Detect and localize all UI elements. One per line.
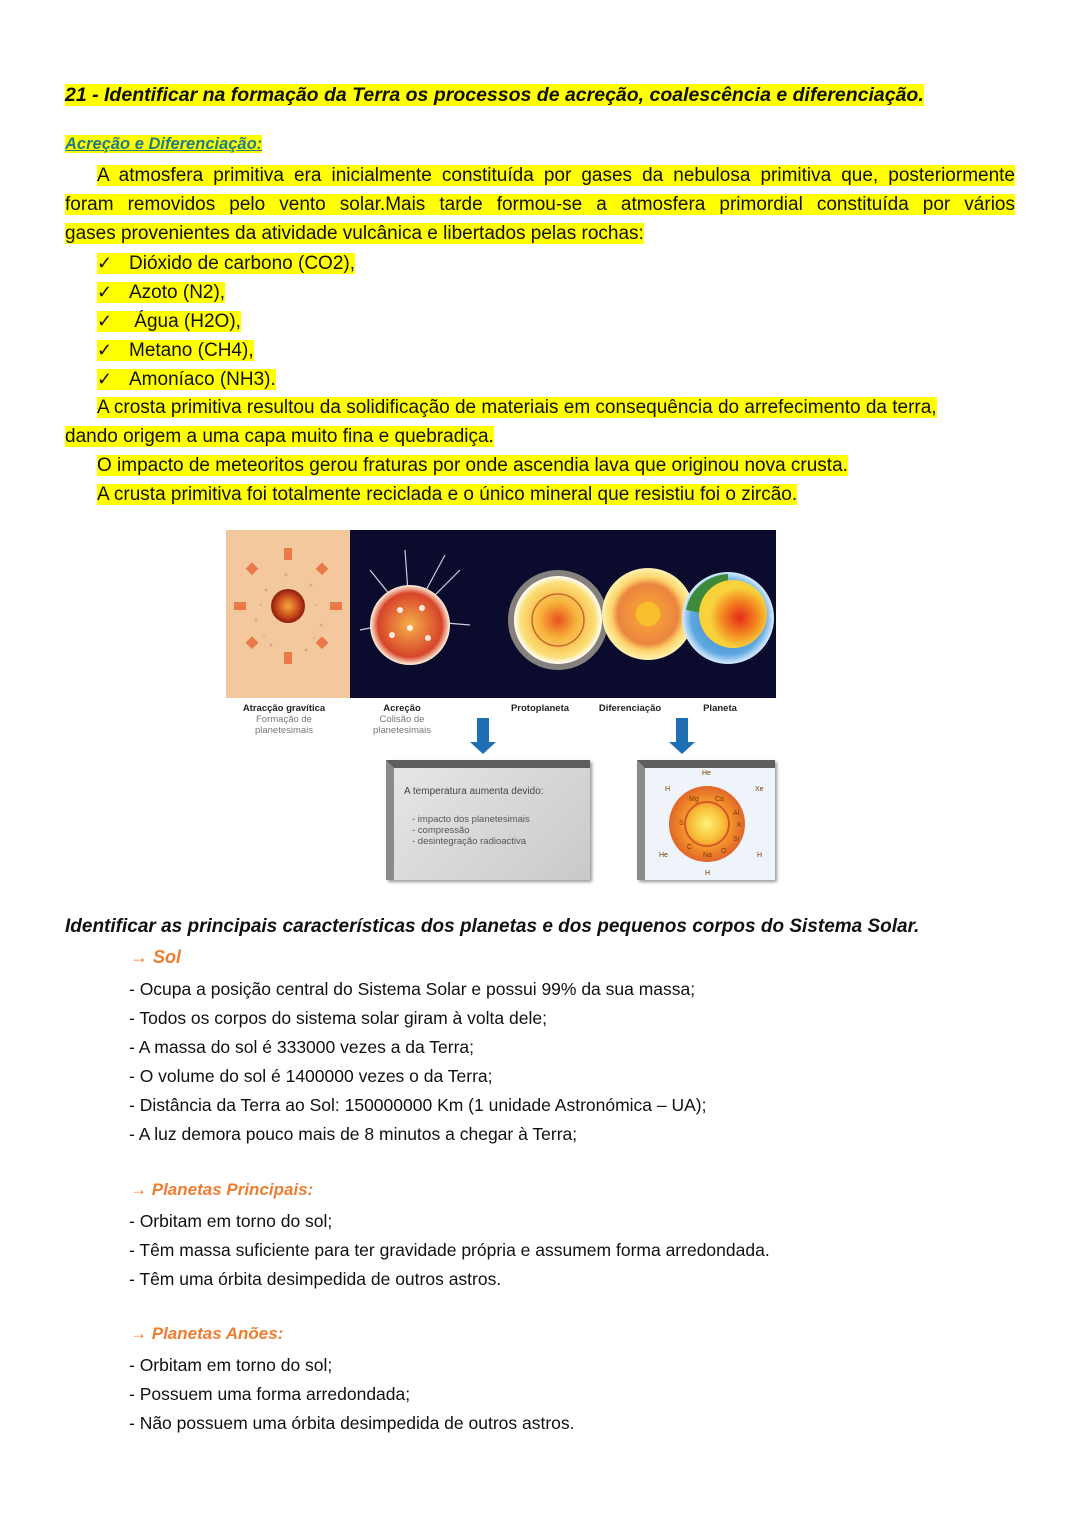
arrow-down-icon bbox=[477, 718, 489, 744]
list-item: - Têm massa suficiente para ter gravidade própria e assumem forma arredondada. bbox=[129, 1240, 770, 1260]
paragraph-line: A crosta primitiva resultou da solidificação de materiais em consequência do arrefecimento da terra, bbox=[97, 397, 937, 418]
earth-formation-figure bbox=[226, 530, 776, 698]
section-title: 21 - Identificar na formação da Terra os processos de acreção, coalescência e diferenciação. bbox=[65, 84, 924, 106]
temperature-heading: A temperatura aumenta devido: bbox=[404, 786, 544, 797]
list-item: - Têm uma órbita desimpedida de outros astros. bbox=[129, 1269, 502, 1289]
list-item: ✓ Amoníaco (NH3). bbox=[97, 366, 276, 393]
list-item: - Todos os corpos do sistema solar giram à volta dele; bbox=[129, 1008, 547, 1028]
stage-caption: Atracção gravítica Formação de planetesimais bbox=[242, 703, 326, 736]
list-item: - A luz demora pouco mais de 8 minutos a chegar à Terra; bbox=[129, 1124, 578, 1144]
paragraph-line: dando origem a uma capa muito fina e quebradiça. bbox=[65, 426, 494, 447]
group-heading-planetas-principais: → Planetas Principais: bbox=[130, 1180, 314, 1199]
temperature-causes: - impacto dos planetesimais - compressão - desintegração radioactiva bbox=[412, 814, 530, 847]
list-item: - Orbitam em torno do sol; bbox=[129, 1211, 333, 1231]
planetesimal-illustration bbox=[226, 530, 350, 698]
list-item: ✓ Água (H2O), bbox=[97, 308, 241, 335]
section-subtitle: Acreção e Diferenciação: bbox=[65, 135, 263, 153]
temperature-box bbox=[386, 760, 590, 880]
check-icon: ✓ bbox=[97, 311, 113, 331]
check-icon: ✓ bbox=[97, 253, 113, 273]
list-item: - Orbitam em torno do sol; bbox=[129, 1355, 333, 1375]
paragraph-line: A crusta primitiva foi totalmente reciclada e o único mineral que resistiu foi o zircão. bbox=[97, 484, 798, 505]
planet-elements-box: He H Xe He H H Mg Ca Al K Si O Na C S bbox=[637, 760, 775, 880]
list-item: ✓ Azoto (N2), bbox=[97, 279, 225, 306]
paragraph-line: A atmosfera primitiva era inicialmente constituída por gases da nebulosa primitiva que, posteriormente bbox=[97, 165, 1015, 186]
stage-caption: Protoplaneta bbox=[510, 703, 570, 714]
list-item: - A massa do sol é 333000 vezes a da Terra; bbox=[129, 1037, 475, 1057]
arrow-right-icon: → bbox=[130, 1180, 147, 1199]
stage-caption: Planeta bbox=[703, 703, 737, 714]
paragraph-line: gases provenientes da atividade vulcânica e libertados pelas rochas: bbox=[65, 223, 644, 244]
list-item: - Distância da Terra ao Sol: 150000000 Km (1 unidade Astronómica – UA); bbox=[129, 1095, 707, 1115]
planet-formation-illustration bbox=[350, 530, 776, 698]
stage-caption: Acreção Colisão de planetesimais bbox=[372, 703, 432, 736]
group-heading-sol: → Sol bbox=[130, 947, 182, 967]
paragraph-line: foram removidos pelo vento solar.Mais tarde formou-se a atmosfera primordial constituída por vários bbox=[65, 194, 1015, 215]
list-item: ✓ Metano (CH4), bbox=[97, 337, 254, 364]
list-item: - Não possuem uma órbita desimpedida de outros astros. bbox=[129, 1413, 575, 1433]
paragraph-line: O impacto de meteoritos gerou fraturas por onde ascendia lava que originou nova crusta. bbox=[97, 455, 848, 476]
group-heading-planetas-anoes: → Planetas Anões: bbox=[130, 1324, 284, 1343]
check-icon: ✓ bbox=[97, 340, 113, 360]
list-item: - Possuem uma forma arredondada; bbox=[129, 1384, 411, 1404]
arrow-down-icon bbox=[676, 718, 688, 744]
list-item: - Ocupa a posição central do Sistema Solar e possui 99% da sua massa; bbox=[129, 979, 696, 999]
section-title: Identificar as principais características dos planetas e dos pequenos corpos do Sistema Solar. bbox=[65, 916, 920, 937]
gravitational-attraction-panel bbox=[226, 530, 350, 698]
check-icon: ✓ bbox=[97, 369, 113, 389]
check-icon: ✓ bbox=[97, 282, 113, 302]
list-item: - O volume do sol é 1400000 vezes o da Terra; bbox=[129, 1066, 493, 1086]
space-panel bbox=[350, 530, 776, 698]
arrow-right-icon: → bbox=[130, 947, 148, 967]
differentiated-planet-diagram bbox=[645, 768, 775, 880]
stage-caption: Diferenciação bbox=[598, 703, 662, 714]
list-item: ✓ Dióxido de carbono (CO2), bbox=[97, 250, 355, 277]
arrow-right-icon: → bbox=[130, 1324, 147, 1343]
